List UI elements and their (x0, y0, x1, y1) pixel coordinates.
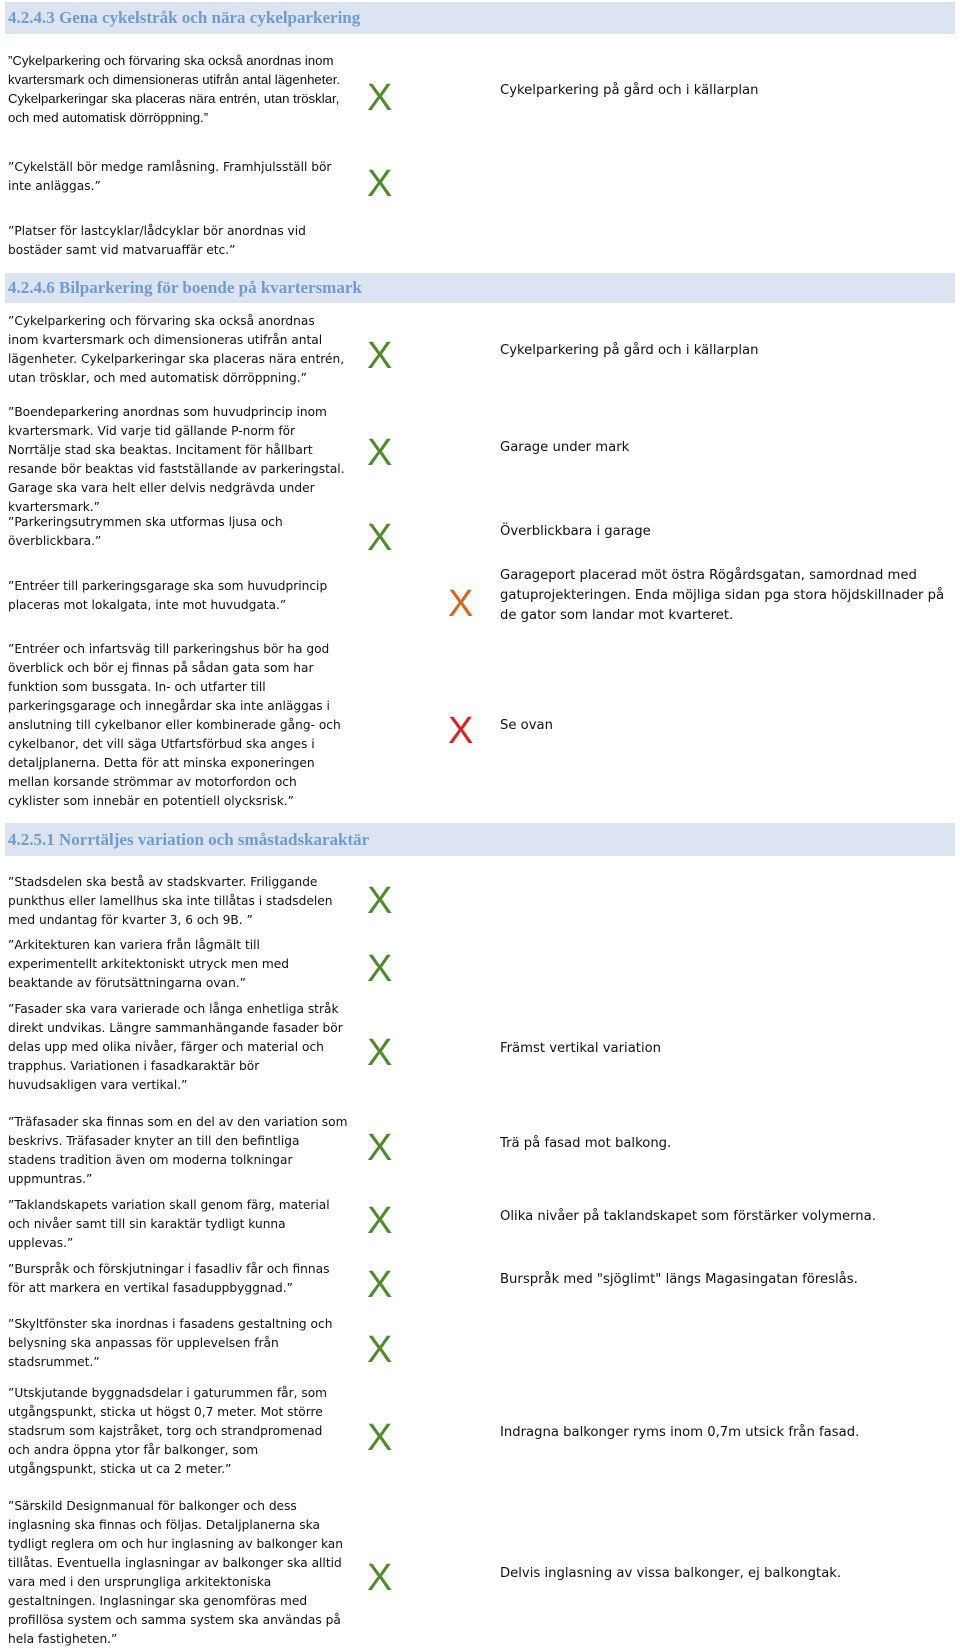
check-mark: X (367, 432, 393, 474)
check-mark: X (367, 880, 393, 922)
check-mark: X (367, 77, 393, 119)
check-mark: X (367, 1329, 393, 1371)
comment-text: Delvis inglasning av vissa balkonger, ej balkongtak. (500, 1566, 842, 1581)
requirement-text: ”Parkeringsutrymmen ska utformas ljusa och överblickbara.” (8, 515, 283, 548)
requirement-text: ”Entréer och infartsväg till parkeringshus bör ha god överblick och bör ej finnas på sådan gata som har funktion som bussgata. In- och utfarter till parkeringsgarage och innegårdar ska inte anläggas i anslutning till cykelbanor eller kombinerade gång- och cykelbanor, det vill säga Utfartsförbud ska anges i detaljplanerna. Detta för att minska exponeringen mellan korsande strömmar av motorfordon och cyklister som innebär en potentiell olycksrisk.” (8, 642, 341, 808)
comment-text: Olika nivåer på taklandskapet som förstärker volymerna. (500, 1209, 876, 1224)
comment-text: Trä på fasad mot balkong. (500, 1136, 672, 1151)
requirement-text: ”Särskild Designmanual för balkonger och dess inglasning ska finnas och följas. Detaljplanerna ska tydligt reglera om och hur inglasning av balkonger kan tillåtas. Eventuella inglasningar av balkonger ska alltid vara med i den ursprungliga arkitektoniska gestaltningen. Inglasningar ska genomföras med profillösa system och samma system ska användas på hela fastigheten.” (8, 1499, 343, 1646)
comment-text: Indragna balkonger ryms inom 0,7m utsick från fasad. (500, 1425, 860, 1440)
check-mark: X (367, 1417, 393, 1459)
requirement-text: ”Taklandskapets variation skall genom färg, material och nivåer samt till sin karaktär tydligt kunna upplevas.” (8, 1198, 330, 1250)
comment-text: Cykelparkering på gård och i källarplan (500, 343, 759, 358)
comment-text: Främst vertikal variation (500, 1041, 662, 1056)
check-mark: X (367, 1200, 393, 1242)
requirement-text: ”Utskjutande byggnadsdelar i gaturummen får, som utgångspunkt, sticka ut högst 0,7 meter. Mot större stadsrum som kajstråket, torg och strandpromenad och andra öppna ytor får balkonger, som utgångspunkt, sticka ut ca 2 meter.” (8, 1386, 328, 1476)
comment-text: Överblickbara i garage (500, 524, 651, 539)
check-mark: X (367, 1127, 393, 1169)
requirement-text: ”Cykelparkering och förvaring ska också anordnas inom kvartersmark och dimensioneras utifrån antal lägenheter. Cykelparkeringar ska placeras nära entrén, utan trösklar, och med automatisk dörröppning.” (8, 53, 341, 125)
comment-text: Garage under mark (500, 440, 630, 455)
requirement-text: ”Cykelställ bör medge ramlåsning. Framhjulsställ bör inte anläggas.” (8, 160, 332, 193)
requirement-text: ”Platser för lastcyklar/lådcyklar bör anordnas vid bostäder samt vid matvaruaffär etc.” (8, 224, 306, 257)
check-mark: X (448, 583, 474, 625)
requirement-text: ”Arkitekturen kan variera från lågmält till experimentellt arkitektoniskt utryck men med beaktande av förutsättningarna ovan.” (8, 938, 290, 990)
check-mark: X (448, 710, 474, 752)
check-mark: X (367, 517, 393, 559)
check-mark: X (367, 1557, 393, 1599)
check-mark: X (367, 335, 393, 377)
requirement-text: ”Stadsdelen ska bestå av stadskvarter. Friliggande punkthus eller lamellhus ska inte tillåtas i stadsdelen med undantag för kvarter 3, 6 och 9B. ” (8, 875, 333, 927)
requirement-text: ”Cykelparkering och förvaring ska också anordnas inom kvartersmark och dimensioneras utifrån antal lägenheter. Cykelparkeringar ska placeras nära entrén, utan trösklar, och med automatisk dörröppning.” (8, 314, 345, 385)
section-heading: 4.2.5.1 Norrtäljes variation och småstadskaraktär (5, 823, 955, 856)
requirement-text: ”Burspråk och förskjutningar i fasadliv får och finnas för att markera en vertikal fasaduppbyggnad.” (8, 1262, 330, 1295)
check-mark: X (367, 948, 393, 990)
comment-text: Se ovan (500, 718, 553, 733)
requirement-text: ”Fasader ska vara varierade och långa enhetliga stråk direkt undvikas. Längre sammanhängande fasader bör delas upp med olika nivåer, färger och material och trapphus. Variationen i fasadkaraktär bör huvudsakligen vara vertikal.” (8, 1002, 343, 1092)
check-mark: X (367, 163, 393, 205)
requirement-text: ”Entréer till parkeringsgarage ska som huvudprincip placeras mot lokalgata, inte mot huvudgata.” (8, 579, 328, 612)
check-mark: X (367, 1032, 393, 1074)
comment-text: Garageport placerad möt östra Rögårdsgatan, samordnad med gatuprojekteringen. Enda möjliga sidan pga stora höjdskillnader på de gator som landar mot kvarteret. (500, 568, 945, 623)
comment-text: Burspråk med "sjöglimt" längs Magasingatan föreslås. (500, 1272, 858, 1287)
requirement-text: ”Skyltfönster ska inordnas i fasadens gestaltning och belysning ska anpassas för upplevelsen från stadsrummet.” (8, 1317, 333, 1369)
comment-text: Cykelparkering på gård och i källarplan (500, 83, 759, 98)
section-heading: 4.2.4.6 Bilparkering för boende på kvartersmark (5, 273, 955, 303)
requirement-text: ”Boendeparkering anordnas som huvudprincip inom kvartersmark. Vid varje tid gällande P-norm för Norrtälje stad ska beaktas. Incitament för hållbart resande bör beaktas vid fastställande av parkeringstal. Garage ska vara helt eller delvis nedgrävda under kvartersmark.” (8, 405, 345, 514)
check-mark: X (367, 1264, 393, 1306)
section-heading: 4.2.4.3 Gena cykelstråk och nära cykelparkering (5, 2, 955, 34)
requirement-text: ”Träfasader ska finnas som en del av den variation som beskrivs. Träfasader knyter an till den befintliga stadens tradition även om moderna tolkningar uppmuntras.” (8, 1115, 348, 1186)
